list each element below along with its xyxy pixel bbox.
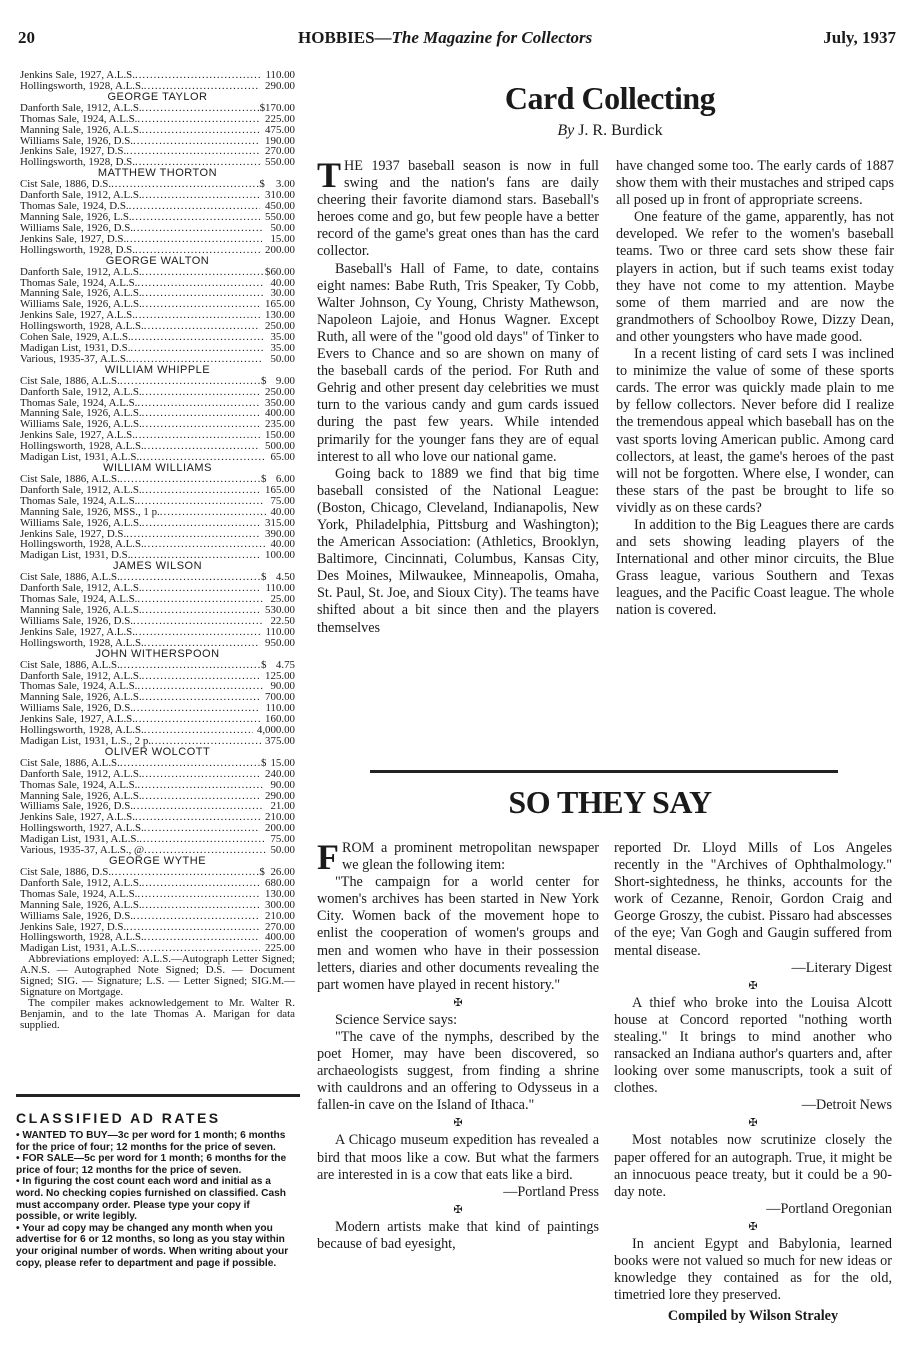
article-paragraph: THE 1937 baseball season is now in full swing and the nation's fans are daily cheering their favorite diamond stars. Baseball's heroes come and go, but few people have a better record of the game's great ones than has the card collector.	[317, 155, 599, 260]
signer-name: GEORGE TAYLOR	[107, 90, 208, 103]
price-amount: 50.00	[270, 221, 295, 234]
author-name: J. R. Burdick	[578, 122, 663, 139]
price-amount: 100.00	[265, 549, 295, 562]
dollar-sign: $	[261, 374, 267, 387]
leader-dots	[144, 638, 261, 649]
price-amount: 160.00	[265, 713, 295, 726]
sale-label: Hollingsworth, 1928, A.L.S.	[20, 538, 144, 551]
sale-label: Jenkins Sale, 1927, D.S.	[20, 527, 127, 540]
price-amount: 30.00	[270, 287, 295, 300]
sale-label: Jenkins Sale, 1927, A.L.S.	[20, 713, 135, 726]
sale-label: Williams Sale, 1926, A.L.S.	[20, 298, 142, 311]
signer-name: MATTHEW THORTON	[97, 167, 218, 180]
sale-label: Danforth Sale, 1912, A.L.S.	[20, 876, 142, 889]
price-amount: 4,000.00	[256, 724, 295, 737]
sale-label: Williams Sale, 1926, D.S.	[20, 800, 134, 813]
price-amount: 270.00	[265, 145, 295, 158]
sale-label: Danforth Sale, 1912, A.L.S.	[20, 582, 142, 595]
compiled-by: Compiled by Wilson Straley	[667, 1308, 839, 1325]
price-amount: 450.00	[265, 200, 295, 213]
issue-date: July, 1937	[823, 28, 896, 47]
price-amount: 235.00	[265, 418, 295, 431]
leader-dots	[142, 267, 265, 278]
price-amount: 50.00	[270, 844, 295, 857]
price-row	[20, 900, 295, 911]
ornament-icon: ✠	[748, 1220, 758, 1233]
leader-dots	[144, 823, 261, 834]
sale-label: Thomas Sale, 1924, A.L.S.	[20, 396, 138, 409]
sale-label: Hollingsworth, 1928, A.L.S.	[20, 320, 144, 333]
price-row	[20, 780, 295, 791]
sale-label: Thomas Sale, 1924, D.S.	[20, 200, 129, 213]
sale-label: Williams Sale, 1926, D.S.	[20, 909, 134, 922]
quote-paragraph: "The campaign for a world center for women's archives has been started in New York City. Women back of the movement hope to enlist the cooperation of women's groups and men and women who have in their possession letters, diaries and other documents revealing the part women have played in recent history."	[317, 874, 599, 993]
sale-label: Danforth Sale, 1912, A.L.S.	[20, 101, 142, 114]
article-paragraph: Going back to 1889 we find that big time baseball consisted of the National League: (Boston, Chicago, Cleveland, Indianapolis, New York, Philadelphia, Pittsburg and Washington); the American Association: (Athletics, Brooklyn, Baltimore, Cincinnati, Columbus, Kansas City, Des Moines, Milwaukee, Minneapolis, Omaha, St. Paul, St. Joe, and Sioux City). The teams have shifted about a bit since then and the players themselves	[317, 465, 599, 636]
sale-label: Jenkins Sale, 1927, A.L.S.	[20, 69, 135, 81]
sale-label: Manning Sale, 1926, A.L.S.	[20, 898, 142, 911]
classified-ad-rates	[16, 1110, 296, 1269]
signer-name: GEORGE WYTHE	[108, 855, 207, 867]
sale-label: Manning Sale, 1926, A.L.S.	[20, 287, 142, 300]
leader-dots	[142, 387, 261, 398]
price-amount: 90.00	[270, 680, 295, 693]
sale-label: Jenkins Sale, 1927, A.L.S.	[20, 811, 135, 824]
sale-label: Hollingsworth, 1928, A.L.S.	[20, 636, 144, 649]
sale-label: Thomas Sale, 1924, A.L.S.	[20, 593, 138, 606]
dollar-sign: $	[261, 571, 267, 584]
sale-label: Manning Sale, 1926, A.L.S.	[20, 603, 142, 616]
article-paragraph: In a recent listing of card sets I was inclined to minimize the value of some of these sports cards. The error was quickly made plain to me by fellow collectors. Never before did I realize the tremendous appeal which baseball has on the vast sports loving American public. Among card collectors, at least, the game's heroes of the past will not be forgotten. Where else, I wonder, can these stars of the past be brought to life so vividly as on these cards?	[616, 346, 894, 516]
price-amount: 290.00	[265, 789, 295, 802]
sale-label: Jenkins Sale, 1927, D.S.	[20, 145, 127, 158]
leader-dots	[139, 834, 265, 845]
leader-dots	[133, 616, 264, 627]
price-amount: 35.00	[270, 331, 295, 344]
leader-dots	[142, 583, 261, 594]
signer-name: JAMES WILSON	[112, 560, 203, 573]
article-paragraph: In ancient Egypt and Babylonia, learned books were not valued so much for new ideas or knowledge they contained as for the old, timetried lore they preserved.	[614, 1235, 892, 1304]
source-credit: —Literary Digest	[791, 959, 892, 976]
autograph-price-list	[20, 70, 295, 1031]
price-amount: 250.00	[265, 385, 295, 398]
leader-dots	[129, 201, 260, 212]
so-they-say-column-2	[614, 840, 892, 1325]
leader-dots	[131, 332, 263, 343]
leader-dots	[137, 681, 264, 692]
section-divider-rule	[370, 770, 838, 773]
price-amount: 310.00	[265, 189, 295, 202]
price-amount: 315.00	[265, 516, 295, 529]
leader-dots	[133, 801, 264, 812]
sale-label: Danforth Sale, 1912, A.L.S.	[20, 669, 142, 682]
leader-dots	[137, 780, 264, 791]
dollar-sign: $	[261, 473, 267, 485]
quote-paragraph: "The cave of the nymphs, described by the poet Homer, may have been discovered, so archaeologists suggest, from finding a shrine with cauldrons and an offering to Odysseus in a fallen-in cave on the Island of Ithaca."	[317, 1028, 599, 1114]
sale-label: Madigan List, 1931, L.S., 2 p.	[20, 734, 151, 747]
dollar-sign: $	[261, 658, 267, 671]
price-amount: 240.00	[265, 767, 295, 780]
leader-dots	[132, 212, 260, 223]
magazine-title: HOBBIES—The Magazine for Collectors	[298, 28, 593, 47]
leader-dots	[142, 878, 261, 889]
sale-label: Hollingsworth, 1927, A.L.S.	[20, 822, 144, 835]
sale-label: Hollingsworth, 1928, D.S.	[20, 156, 135, 169]
price-row	[20, 638, 295, 649]
leader-dots	[142, 408, 261, 419]
sale-label: Hollingsworth, 1928, A.L.S.	[20, 79, 144, 92]
sale-label: Cohen Sale, 1929, A.L.S.	[20, 331, 131, 344]
price-amount: 200.00	[265, 822, 295, 835]
price-amount: 200.00	[265, 243, 295, 256]
price-amount: 65.00	[270, 451, 295, 464]
sale-label: Madigan List, 1931, A.L.S.	[20, 833, 140, 846]
leader-dots	[135, 430, 260, 441]
leader-dots	[142, 769, 261, 780]
leader-dots	[137, 594, 264, 605]
classified-item: • WANTED TO BUY—3c per word for 1 month; 6 months for the price of four; 12 months for the price of seven.	[16, 1130, 286, 1153]
dollar-sign: $	[261, 756, 267, 769]
price-amount: 50.00	[270, 352, 295, 365]
article-paragraph: One feature of the game, apparently, has not developed. We refer to the women's baseball teams. Two or three card sets show these fair players in action, but if such teams exist today they have not come to my attention. Maybe some of them married and are now the grandmothers of Schoolboy Rowe, Dizzy Dean, and other youngsters who have made good.	[616, 209, 894, 345]
price-amount: 550.00	[265, 156, 295, 169]
leader-dots	[133, 223, 264, 234]
price-amount: 130.00	[265, 309, 295, 322]
sale-label: Jenkins Sale, 1927, A.L.S.	[20, 429, 135, 442]
price-amount: 270.00	[265, 920, 295, 933]
sale-label: Manning Sale, 1926, A.L.S.	[20, 789, 142, 802]
card-collecting-title: Card Collecting	[504, 80, 716, 116]
ornament-icon: ✠	[453, 996, 463, 1009]
leader-dots	[135, 714, 260, 725]
classified-item: • In figuring the cost count each word and initial as a word. No checking copies furnished on classified. Cash must accompany order. Please type your copy if possible, or write legibly.	[16, 1176, 287, 1223]
sale-label: Hollingsworth, 1928, A.L.S.	[20, 440, 144, 453]
leader-dots	[144, 725, 253, 736]
price-amount: 550.00	[265, 210, 295, 223]
sale-label: Thomas Sale, 1924, A.L.S.	[20, 494, 138, 507]
price-amount: 170.00	[265, 101, 295, 114]
price-amount: 530.00	[265, 603, 295, 616]
leader-dots	[142, 605, 261, 616]
price-amount: 15.00	[270, 756, 295, 769]
price-row	[20, 267, 295, 278]
price-amount: 40.00	[270, 538, 295, 551]
sale-label: Williams Sale, 1926, D.S.	[20, 221, 134, 234]
leader-dots	[142, 419, 261, 430]
leader-dots	[137, 278, 264, 289]
sale-label: Danforth Sale, 1912, A.L.S.	[20, 265, 142, 278]
leader-dots	[130, 343, 263, 354]
sale-label: Cist Sale, 1886, A.L.S.	[20, 658, 120, 671]
ornament-icon: ✠	[453, 1203, 463, 1216]
leader-dots	[144, 321, 261, 332]
price-amount: 110.00	[265, 625, 295, 638]
article-paragraph: A thief who broke into the Louisa Alcott house at Concord reported "nothing worth stealing." It brings to mind another who ransacked an Indiana author's quarters and, after looking over some manuscripts, took a suit of clothes.	[614, 994, 892, 1097]
price-amount: 40.00	[270, 276, 295, 289]
leader-dots	[135, 70, 260, 81]
dollar-sign: $	[259, 101, 266, 114]
sale-label: Manning Sale, 1926, L.S.	[20, 210, 132, 223]
price-row	[20, 518, 295, 529]
dollar-sign: $	[264, 265, 271, 278]
price-amount: 22.50	[270, 614, 295, 627]
price-amount: 25.00	[270, 593, 295, 606]
price-amount: 90.00	[270, 778, 295, 791]
price-amount: 475.00	[265, 123, 295, 136]
leader-dots	[142, 791, 261, 802]
sale-label: Hollingsworth, 1928, A.L.S.	[20, 931, 144, 944]
sale-label: Manning Sale, 1926, A.L.S.	[20, 691, 142, 704]
classified-title: CLASSIFIED AD RATES	[16, 1110, 221, 1126]
leader-dots	[144, 539, 266, 550]
sale-label: Manning Sale, 1926, A.L.S.	[20, 123, 142, 136]
ornament-icon: ✠	[453, 1117, 463, 1130]
price-amount: 130.00	[265, 887, 295, 900]
sale-label: Cist Sale, 1886, A.L.S.	[20, 756, 120, 769]
price-amount: 375.00	[265, 734, 295, 747]
sale-label: Cist Sale, 1886, A.L.S.	[20, 571, 120, 584]
price-amount: 165.00	[265, 483, 295, 496]
source-credit: —Detroit News	[801, 1097, 892, 1114]
sale-label: Madigan List, 1931, D.S.	[20, 341, 131, 354]
sale-label: Hollingsworth, 1928, D.S.	[20, 243, 135, 256]
sale-label: Jenkins Sale, 1927, D.S.	[20, 232, 127, 245]
leader-dots	[126, 529, 260, 540]
ornament-icon: ✠	[748, 979, 758, 992]
sale-label: Jenkins Sale, 1927, A.L.S.	[20, 625, 135, 638]
price-amount: 950.00	[265, 636, 295, 649]
price-amount: 225.00	[265, 112, 295, 125]
leader-dots	[120, 660, 261, 671]
leader-dots	[135, 245, 260, 256]
price-amount: 26.00	[270, 866, 295, 878]
price-amount: 400.00	[265, 931, 295, 944]
leader-dots	[142, 103, 260, 114]
source-credit: —Portland Press	[503, 1183, 599, 1200]
article-paragraph: reported Dr. Lloyd Mills of Los Angeles recently in the "Archives of Ophthalmology." Short-sightedness, he thinks, accounts for the work of Cezanne, Renoir, Gordon Craig and George Groszy, the cubist. Pissaro had abscesses of the eye; Van Gogh and Gaugin suffered from mental disease.	[614, 840, 892, 959]
price-amount: 210.00	[265, 909, 295, 922]
leader-dots	[133, 703, 260, 714]
price-amount: 9.00	[275, 374, 295, 387]
leader-dots	[126, 146, 260, 157]
leader-dots	[142, 125, 261, 136]
card-collecting-column-1	[317, 155, 599, 637]
leader-dots	[144, 441, 261, 452]
signer-name: GEORGE WALTON	[105, 254, 210, 267]
drop-cap: T	[317, 155, 342, 195]
classified-item: • Your ad copy may be changed any month when you advertise for 6 or 12 months, so long as you stay within your original number of words. When writing about your copy, please refer to department and page if possible.	[16, 1222, 289, 1269]
sale-label: Danforth Sale, 1912, A.L.S.	[20, 189, 142, 202]
sale-label: Williams Sale, 1926, A.L.S.	[20, 516, 142, 529]
price-amount: 350.00	[265, 396, 295, 409]
leader-dots	[144, 932, 261, 943]
leader-dots	[142, 692, 261, 703]
price-row	[20, 387, 295, 398]
article-paragraph: A Chicago museum expedition has revealed a bird that moos like a cow. But what the farmers are interested in is a cow that eats like a bird.	[317, 1132, 599, 1183]
price-row	[20, 125, 295, 136]
article-paragraph: Most notables now scrutinize closely the paper offered for an autograph. True, it might be an innocuous peace treaty, but it could be a 90-day note.	[614, 1132, 892, 1200]
price-amount: 125.00	[265, 669, 295, 682]
page-number: 20	[18, 28, 35, 47]
price-row	[20, 911, 295, 922]
price-amount: 75.00	[270, 494, 295, 507]
article-paragraph: In addition to the Big Leagues there are cards and sets showing leading players of the International and other minor circuits, the Blue Grass league, various Southern and Texas leagues, and the Pacific Coast league. The whole nation is covered.	[616, 516, 894, 619]
price-amount: 165.00	[265, 298, 295, 311]
price-amount: 15.00	[270, 232, 295, 245]
price-amount: 60.00	[270, 265, 295, 278]
drop-cap: F	[317, 837, 339, 877]
article-paragraph: FROM a prominent metropolitan newspaper we glean the following item:	[317, 837, 599, 877]
leader-dots	[137, 398, 260, 409]
leader-dots	[135, 627, 260, 638]
sale-label: Thomas Sale, 1924, A.L.S.	[20, 276, 138, 289]
dollar-sign: $	[259, 866, 265, 878]
leader-dots	[142, 299, 261, 310]
sale-label: Cist Sale, 1886, A.L.S.	[20, 374, 120, 387]
sale-label: Williams Sale, 1926, A.L.S.	[20, 418, 142, 431]
article-paragraph: Science Service says:	[335, 1011, 458, 1028]
leader-dots	[135, 812, 260, 823]
sale-label: Madigan List, 1931, D.S.	[20, 549, 131, 562]
leader-dots	[133, 911, 260, 922]
source-credit: —Portland Oregonian	[766, 1200, 892, 1217]
sale-label: Danforth Sale, 1912, A.L.S.	[20, 483, 142, 496]
sale-label: Thomas Sale, 1924, A.L.S.	[20, 680, 138, 693]
price-amount: 400.00	[265, 407, 295, 420]
divider-rule	[16, 1094, 300, 1097]
so-they-say-column-1	[317, 837, 599, 1253]
price-amount: 4.50	[275, 571, 295, 584]
classified-item: • FOR SALE—5c per word for 1 month; 6 months for the price of four; 12 months for the price of seven.	[16, 1153, 287, 1176]
article-paragraph: Baseball's Hall of Fame, to date, contains eight names: Babe Ruth, Tris Speaker, Ty Cobb, Walter Johnson, Cy Young, Christy Mathewson, Napoleon Lajoie, and Honus Wagner. Except Ruth, all were of the "good old days" of Tinker to Evers to Chance and so are shown on many of the baseball cards of the period. For Ruth and Gehrig and other present day celebrities we must turn to the various candy and gum cards issued during the past few years. While intended primarily for the younger fans they are of equal interest to all who love our national game.	[317, 260, 599, 465]
price-amount: 75.00	[270, 833, 295, 846]
sale-label: Various, 1935-37, A.L.S., @	[20, 844, 145, 857]
price-amount: 35.00	[270, 341, 295, 354]
price-amount: 500.00	[265, 440, 295, 453]
leader-dots	[142, 671, 261, 682]
sale-label: Jenkins Sale, 1927, A.L.S.	[20, 309, 135, 322]
article-paragraph: Modern artists make that kind of paintings because of bad eyesight,	[317, 1218, 599, 1252]
article-paragraph: have changed some too. The early cards of 1887 show them with their mustaches and striped caps all posed up in front of appropriate screens.	[616, 158, 894, 209]
price-amount: 4.75	[275, 658, 295, 671]
signer-name: WILLIAM WHIPPLE	[104, 363, 211, 376]
leader-dots	[142, 485, 261, 496]
sale-label: Hollingsworth, 1928, A.L.S.	[20, 724, 144, 737]
so-they-say-title: SO THEY SAY	[508, 784, 712, 820]
signer-name: OLIVER WOLCOTT	[104, 745, 211, 758]
sale-label: Thomas Sale, 1924, A.L.S.	[20, 112, 138, 125]
price-amount: 21.00	[270, 800, 295, 813]
price-amount: 300.00	[265, 898, 295, 911]
abbreviations-note: Abbreviations employed: A.L.S.—Autograph Letter Signed; A.N.S. — Autographed Note Signed; D.S. — Document Signed; SIG. — Signature; L.S. — Letter Signed; SIG.M.—Signature on Mortgage.	[20, 953, 295, 998]
price-amount: 700.00	[265, 691, 295, 704]
ornament-icon: ✠	[748, 1117, 758, 1130]
price-amount: 40.00	[270, 505, 295, 518]
price-amount: 110.00	[265, 702, 295, 715]
price-amount: 110.00	[265, 69, 295, 81]
leader-dots	[160, 507, 266, 518]
leader-dots	[135, 310, 260, 321]
price-amount: 390.00	[265, 527, 295, 540]
page-header	[18, 28, 896, 52]
acknowledgement-note: The compiler makes acknowledgement to Mr. Walter R. Benjamin, and to the late Thomas A. Marigan for data supplied.	[20, 996, 295, 1031]
sale-label: Madigan List, 1931, A.L.S.	[20, 451, 140, 464]
sale-label: Danforth Sale, 1912, A.L.S.	[20, 385, 142, 398]
byline: By J. R. Burdick	[557, 122, 663, 139]
price-amount: 150.00	[265, 429, 295, 442]
price-amount: 680.00	[265, 876, 295, 889]
price-amount: 225.00	[265, 942, 295, 955]
sale-label: Thomas Sale, 1924, A.L.S.	[20, 887, 138, 900]
sale-label: Cist Sale, 1886, D.S.	[20, 178, 112, 191]
price-amount: 210.00	[265, 811, 295, 824]
card-collecting-column-2	[616, 158, 894, 620]
sale-label: Thomas Sale, 1924, A.L.S.	[20, 778, 138, 791]
sale-label: Manning Sale, 1926, A.L.S.	[20, 407, 142, 420]
price-amount: 250.00	[265, 320, 295, 333]
price-amount: 3.00	[275, 178, 295, 191]
sale-label: Various, 1935-37, A.L.S.	[20, 352, 129, 365]
sale-label: Cist Sale, 1886, D.S.	[20, 866, 112, 878]
price-row	[20, 660, 295, 671]
leader-dots	[142, 288, 266, 299]
price-amount: 6.00	[275, 473, 295, 485]
price-amount: 110.00	[265, 582, 295, 595]
sale-label: Williams Sale, 1926, D.S.	[20, 702, 134, 715]
signer-name: WILLIAM WILLIAMS	[103, 462, 212, 474]
leader-dots	[137, 114, 260, 125]
price-row	[20, 114, 295, 125]
sale-label: Danforth Sale, 1912, A.L.S.	[20, 767, 142, 780]
sale-label: Jenkins Sale, 1927, D.S.	[20, 920, 127, 933]
leader-dots	[126, 234, 262, 245]
dollar-sign: $	[259, 178, 265, 191]
leader-dots	[126, 922, 260, 933]
leader-dots	[142, 190, 261, 201]
leader-dots	[133, 136, 260, 147]
signer-name: JOHN WITHERSPOON	[95, 647, 220, 660]
sale-label: Williams Sale, 1926, D.S.	[20, 134, 134, 147]
sale-label: Madigan List, 1931, A.L.S.	[20, 942, 140, 955]
sale-label: Williams Sale, 1926, D.S.	[20, 614, 134, 627]
price-amount: 290.00	[265, 79, 295, 92]
leader-dots	[142, 900, 261, 911]
price-row	[20, 507, 295, 518]
price-amount: 190.00	[265, 134, 295, 147]
sale-label: Cist Sale, 1886, A.L.S.	[20, 473, 120, 485]
leader-dots	[142, 518, 261, 529]
leader-dots	[137, 889, 260, 900]
price-row	[20, 245, 295, 256]
sale-label: Manning Sale, 1926, MSS., 1 p.	[20, 505, 160, 518]
